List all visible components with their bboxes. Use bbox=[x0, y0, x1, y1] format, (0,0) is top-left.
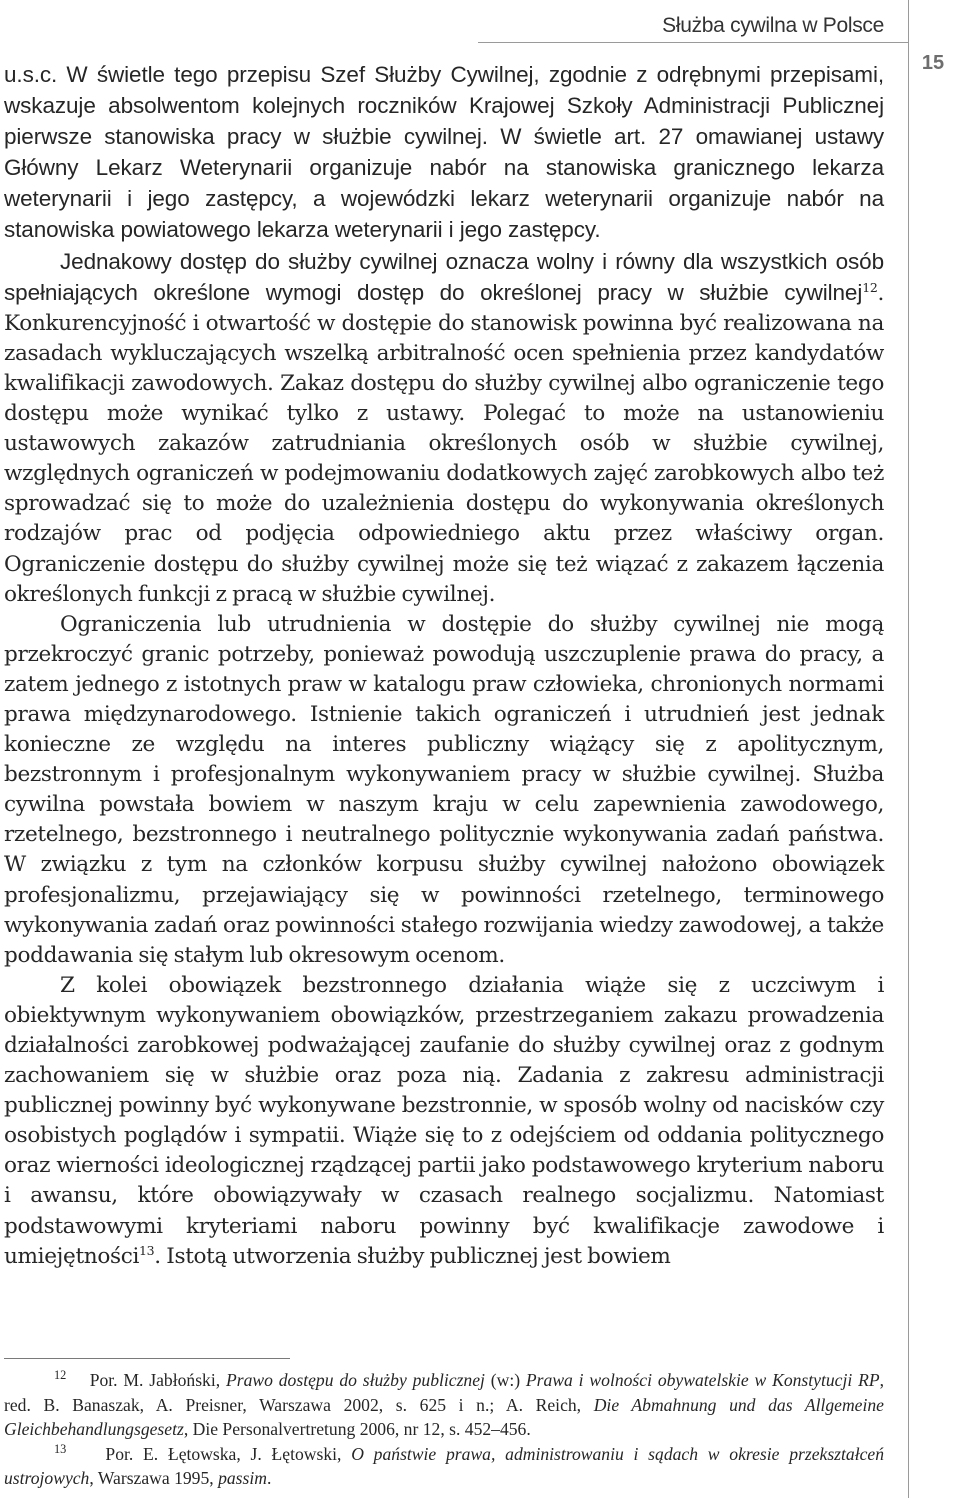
footnote-title: Prawo dostępu do służby publicznej bbox=[226, 1370, 485, 1390]
footnote-text: , red. B. Banaszak, A. Preisner, Warszawa 2002, s. 625 i n.; A. Reich, bbox=[4, 1370, 884, 1415]
paragraph-2-text-a: Jednakowy dostęp do służby cywilnej oznacza wolny i równy dla wszystkich osób spełniających określone wymogi dostęp do określonej pracy w służbie cywilnej bbox=[4, 248, 884, 305]
paragraph-4-text-b: . Istotą utworzenia służby publicznej jest bowiem bbox=[154, 1243, 671, 1269]
footnote-ref-13: 13 bbox=[139, 1242, 155, 1258]
paragraph-4-text-a: Z kolei obowiązek bezstronnego działania wiąże się z uczciwym i obiektywnym wykonywaniem obowiązków, przestrzeganiem zakazu prowadzenia działalności zarobkowej podważającej zaufanie do służby cywilnej oraz z godnym zachowaniem się w służbie oraz poza nią. Zadania z zakresu administracji publicznej powinny być wykonywane bezstronnie, w sposób wolny od nacisków czy osobistych poglądów i sympatii. Wiąże się to z odejściem od oddania politycznego oraz wierności ideologicznej rządzącej partii jako podstawowego kryterium naboru i awansu, które obowiązywały w czasach realnego socjalizmu. Natomiast podstawowymi kryteriami naboru powinny być kwalifikacje zawodowe i umiejętności bbox=[4, 972, 884, 1269]
main-text bbox=[4, 60, 884, 1272]
paragraph-2 bbox=[4, 247, 884, 610]
footnote-title: Die Abmahnung und das Allgemeine Gleichbehandlungsgesetz bbox=[4, 1394, 884, 1440]
footnote-text: Por. E. Łętowska, J. Łętowski, bbox=[105, 1443, 352, 1464]
footnote-text: Por. M. Jabłoński, bbox=[89, 1370, 226, 1390]
running-head: Służba cywilna w Polsce bbox=[662, 14, 884, 37]
footnote-title: O państwie prawa, administrowaniu i sądach w okresie przekształceń ustrojowych bbox=[4, 1443, 885, 1489]
footnotes bbox=[4, 1368, 884, 1491]
footnote-number: 12 bbox=[54, 1368, 67, 1383]
footnote-text: (w:) bbox=[484, 1370, 526, 1390]
footnote-13 bbox=[4, 1442, 884, 1491]
footnote-text: . bbox=[266, 1468, 272, 1489]
header-rule bbox=[478, 42, 908, 43]
footnote-title: Prawa i wolności obywatelskie w Konstytucji RP bbox=[525, 1370, 880, 1390]
page-number: 15 bbox=[921, 52, 945, 74]
paragraph-1 bbox=[4, 60, 884, 247]
footnote-text: , Warszawa 1995, bbox=[89, 1468, 219, 1489]
footnote-number: 13 bbox=[54, 1442, 67, 1457]
paragraph-3-text: Ograniczenia lub utrudnienia w dostępie do służby cywilnej nie mogą przekroczyć granic potrzeby, ponieważ powodują uszczuplenie prawa do pracy, a zatem jednego z istotnych praw w katalogu praw człowieka, chronionych normami prawa międzynarodowego. Istnienie takich ograniczeń i utrudnień jest jednak konieczne ze względu na interes publiczny wiążący się z apolitycznym, bezstronnym i profesjonalnym wykonywaniem pracy w służbie cywilnej. Służba cywilna powstała bowiem w naszym kraju w celu zapewnienia zawodowego, rzetelnego, bezstronnego i neutralnego politycznie wykonywania zadań państwa. W związku z tym na członków korpusu służby cywilnej nałożono obowiązek profesjonalizmu, przejawiający się w powinności rzetelnego, terminowego wykonywania zadań oraz powinności stałego rozwijania wiedzy zawodowej, a także poddawania się stałym lub okresowym ocenom. bbox=[4, 611, 884, 968]
paragraph-3 bbox=[4, 610, 884, 971]
paragraph-1-text: u.s.c. W świetle tego przepisu Szef Służby Cywilnej, zgodnie z odrębnymi przepisami, wskazuje absolwentom kolejnych roczników Krajowej Szkoły Administracji Publicznej pierwsze stanowiska pracy w służbie cywilnej. W świetle art. 27 omawianej ustawy Główny Lekarz Weterynarii organizuje nabór na stanowiska granicznego lekarza weterynarii i jego zastępcy, a wojewódzki lekarz weterynarii organizuje nabór na stanowiska powiatowego lekarza weterynarii i jego zastępcy. bbox=[4, 62, 884, 243]
footnote-ref-12: 12 bbox=[862, 279, 878, 295]
footnote-title: passim bbox=[218, 1468, 267, 1489]
footnote-12 bbox=[4, 1368, 884, 1442]
page-edge-rule bbox=[908, 0, 909, 1498]
footnote-text: , Die Personalvertretung 2006, nr 12, s. 452–456. bbox=[183, 1419, 531, 1440]
paragraph-2-text-b: . Konkurencyjność i otwartość w dostępie do stanowisk powinna być realizowana na zasadach wykluczających wszelką arbitralność ocen spełnienia przez kandydatów kwalifikacji zawodowych. Zakaz dostępu do służby cywilnej albo ograniczenie tego dostępu może wynikać tylko z ustawy. Polegać to może na ustanowieniu ustawowych zakazów zatrudniania określonych osób w służbie cywilnej, względnych ograniczeń w podejmowaniu dodatkowych zajęć zarobkowych albo też sprowadzać się to może do uzależnienia dostępu do wykonywania określonych rodzajów prac od podjęcia odpowiedniego aktu przez właściwy organ. Ograniczenie dostępu do służby cywilnej może się też wiązać z zakazem łączenia określonych funkcji z pracą w służbie cywilnej. bbox=[4, 280, 884, 607]
paragraph-4 bbox=[4, 971, 884, 1272]
footnote-rule bbox=[4, 1358, 290, 1359]
